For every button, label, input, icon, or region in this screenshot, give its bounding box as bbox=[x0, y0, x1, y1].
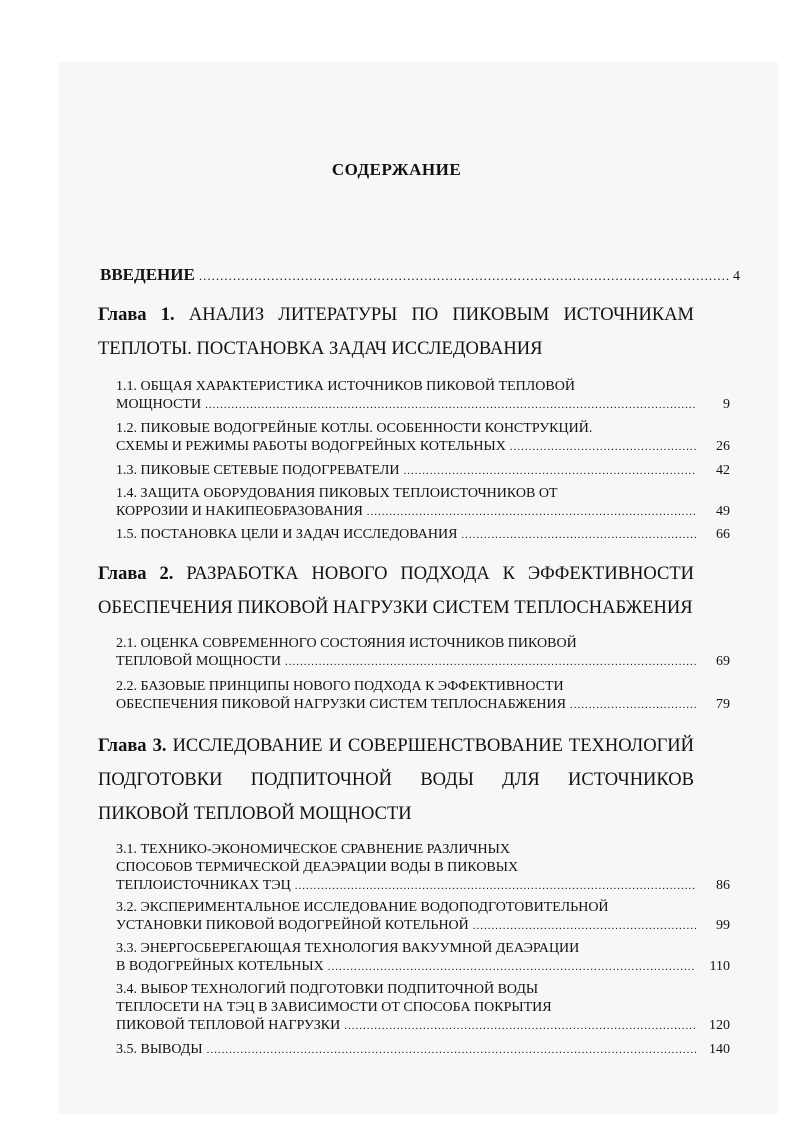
section-title-line: 1.4. ЗАЩИТА ОБОРУДОВАНИЯ ПИКОВЫХ ТЕПЛОИСТОЧНИКОВ ОТ bbox=[116, 486, 558, 501]
dot-leader bbox=[461, 526, 696, 544]
section-title-line: СХЕМЫ И РЕЖИМЫ РАБОТЫ ВОДОГРЕЙНЫХ КОТЕЛЬНЫХ bbox=[116, 439, 506, 454]
section-title-line: УСТАНОВКИ ПИКОВОЙ ВОДОГРЕЙНОЙ КОТЕЛЬНОЙ bbox=[116, 918, 469, 933]
toc-section-entry[interactable] bbox=[116, 841, 730, 895]
dot-leader bbox=[404, 462, 697, 480]
section-title-line: 1.3. ПИКОВЫЕ СЕТЕВЫЕ ПОДОГРЕВАТЕЛИ bbox=[116, 463, 400, 478]
dot-leader bbox=[199, 268, 729, 284]
section-title-line: 3.2. ЭКСПЕРИМЕНТАЛЬНОЕ ИССЛЕДОВАНИЕ ВОДОПОДГОТОВИТЕЛЬНОЙ bbox=[116, 900, 609, 915]
section-title-line: ПИКОВОЙ ТЕПЛОВОЙ НАГРУЗКИ bbox=[116, 1018, 341, 1033]
intro-label: ВВЕДЕНИЕ bbox=[100, 265, 195, 284]
toc-intro-entry[interactable] bbox=[100, 265, 740, 285]
section-title-line: 2.1. ОЦЕНКА СОВРЕМЕННОГО СОСТОЯНИЯ ИСТОЧНИКОВ ПИКОВОЙ bbox=[116, 636, 577, 651]
dot-leader bbox=[570, 696, 696, 714]
section-title-line: 3.5. ВЫВОДЫ bbox=[116, 1042, 203, 1057]
toc-section-entry[interactable] bbox=[116, 378, 730, 414]
section-page-number: 110 bbox=[709, 959, 730, 974]
chapter-heading[interactable] bbox=[98, 729, 694, 831]
toc-section-entry[interactable] bbox=[116, 485, 730, 521]
chapter-label: Глава 1. bbox=[98, 305, 175, 325]
section-page-number: 99 bbox=[716, 918, 730, 933]
toc-section-entry[interactable] bbox=[116, 899, 730, 935]
dot-leader bbox=[367, 503, 696, 521]
toc-section-entry[interactable] bbox=[116, 462, 730, 480]
section-title-line: 3.1. ТЕХНИКО-ЭКОНОМИЧЕСКОЕ СРАВНЕНИЕ РАЗЛИЧНЫХ bbox=[116, 842, 510, 857]
chapter-title: АНАЛИЗ ЛИТЕРАТУРЫ ПО ПИКОВЫМ ИСТОЧНИКАМ ТЕПЛОТЫ. ПОСТАНОВКА ЗАДАЧ ИССЛЕДОВАНИЯ bbox=[98, 305, 694, 359]
toc-section-entry[interactable] bbox=[116, 678, 730, 714]
section-page-number: 66 bbox=[716, 527, 730, 542]
chapter-title: РАЗРАБОТКА НОВОГО ПОДХОДА К ЭФФЕКТИВНОСТИ ОБЕСПЕЧЕНИЯ ПИКОВОЙ НАГРУЗКИ СИСТЕМ ТЕПЛОСНАБЖЕНИЯ bbox=[98, 564, 695, 618]
section-title-line: 3.3. ЭНЕРГОСБЕРЕГАЮЩАЯ ТЕХНОЛОГИЯ ВАКУУМНОЙ ДЕАЭРАЦИИ bbox=[116, 941, 580, 956]
section-title-line: 1.5. ПОСТАНОВКА ЦЕЛИ И ЗАДАЧ ИССЛЕДОВАНИЯ bbox=[116, 527, 458, 542]
section-page-number: 79 bbox=[716, 697, 730, 712]
section-title-line: КОРРОЗИИ И НАКИПЕОБРАЗОВАНИЯ bbox=[116, 504, 363, 519]
section-page-number: 26 bbox=[716, 439, 730, 454]
dot-leader bbox=[473, 917, 696, 935]
section-title-line: 3.4. ВЫБОР ТЕХНОЛОГИЙ ПОДГОТОВКИ ПОДПИТОЧНОЙ ВОДЫ bbox=[116, 982, 539, 997]
chapter-label: Глава 3. bbox=[98, 736, 167, 756]
dot-leader bbox=[510, 438, 696, 456]
toc-section-entry[interactable] bbox=[116, 981, 730, 1035]
section-title-line: 1.2. ПИКОВЫЕ ВОДОГРЕЙНЫЕ КОТЛЫ. ОСОБЕННОСТИ КОНСТРУКЦИЙ. bbox=[116, 421, 593, 436]
toc-section-entry[interactable] bbox=[116, 526, 730, 544]
section-page-number: 86 bbox=[716, 878, 730, 893]
section-title-line: ОБЕСПЕЧЕНИЯ ПИКОВОЙ НАГРУЗКИ СИСТЕМ ТЕПЛОСНАБЖЕНИЯ bbox=[116, 697, 566, 712]
section-title-line: 2.2. БАЗОВЫЕ ПРИНЦИПЫ НОВОГО ПОДХОДА К ЭФФЕКТИВНОСТИ bbox=[116, 679, 564, 694]
dot-leader bbox=[285, 653, 696, 671]
section-title-line: ТЕПЛОВОЙ МОЩНОСТИ bbox=[116, 654, 281, 669]
section-title-line: В ВОДОГРЕЙНЫХ КОТЕЛЬНЫХ bbox=[116, 959, 324, 974]
toc-section-entry[interactable] bbox=[116, 635, 730, 671]
section-page-number: 49 bbox=[716, 504, 730, 519]
toc-section-entry[interactable] bbox=[116, 420, 730, 456]
section-page-number: 69 bbox=[716, 654, 730, 669]
dot-leader bbox=[295, 877, 696, 895]
page-title: СОДЕРЖАНИЕ bbox=[331, 160, 462, 179]
chapter-title: ИССЛЕДОВАНИЕ И СОВЕРШЕНСТВОВАНИЕ ТЕХНОЛОГИЙ ПОДГОТОВКИ ПОДПИТОЧНОЙ ВОДЫ ДЛЯ ИСТОЧНИКОВ ПИКОВОЙ ТЕПЛОВОЙ МОЩНОСТИ bbox=[98, 736, 694, 824]
section-page-number: 120 bbox=[709, 1018, 730, 1033]
dot-leader bbox=[344, 1017, 696, 1035]
dot-leader bbox=[205, 396, 696, 414]
intro-page-number: 4 bbox=[733, 269, 740, 284]
section-title-line: ТЕПЛОИСТОЧНИКАХ ТЭЦ bbox=[116, 878, 291, 893]
dot-leader bbox=[207, 1041, 696, 1059]
dot-leader bbox=[328, 958, 696, 976]
section-page-number: 140 bbox=[709, 1042, 730, 1057]
section-title-line: МОЩНОСТИ bbox=[116, 397, 202, 412]
section-title-line: СПОСОБОВ ТЕРМИЧЕСКОЙ ДЕАЭРАЦИИ ВОДЫ В ПИКОВЫХ bbox=[116, 860, 519, 875]
section-title-line: ТЕПЛОСЕТИ НА ТЭЦ В ЗАВИСИМОСТИ ОТ СПОСОБА ПОКРЫТИЯ bbox=[116, 1000, 552, 1015]
chapter-heading[interactable] bbox=[98, 557, 694, 625]
section-title-line: 1.1. ОБЩАЯ ХАРАКТЕРИСТИКА ИСТОЧНИКОВ ПИКОВОЙ ТЕПЛОВОЙ bbox=[116, 379, 575, 394]
chapter-heading[interactable] bbox=[98, 298, 694, 366]
section-page-number: 9 bbox=[723, 397, 730, 412]
toc-section-entry[interactable] bbox=[116, 940, 730, 976]
section-page-number: 42 bbox=[716, 463, 730, 478]
toc-section-entry[interactable] bbox=[116, 1041, 730, 1059]
chapter-label: Глава 2. bbox=[98, 564, 174, 584]
